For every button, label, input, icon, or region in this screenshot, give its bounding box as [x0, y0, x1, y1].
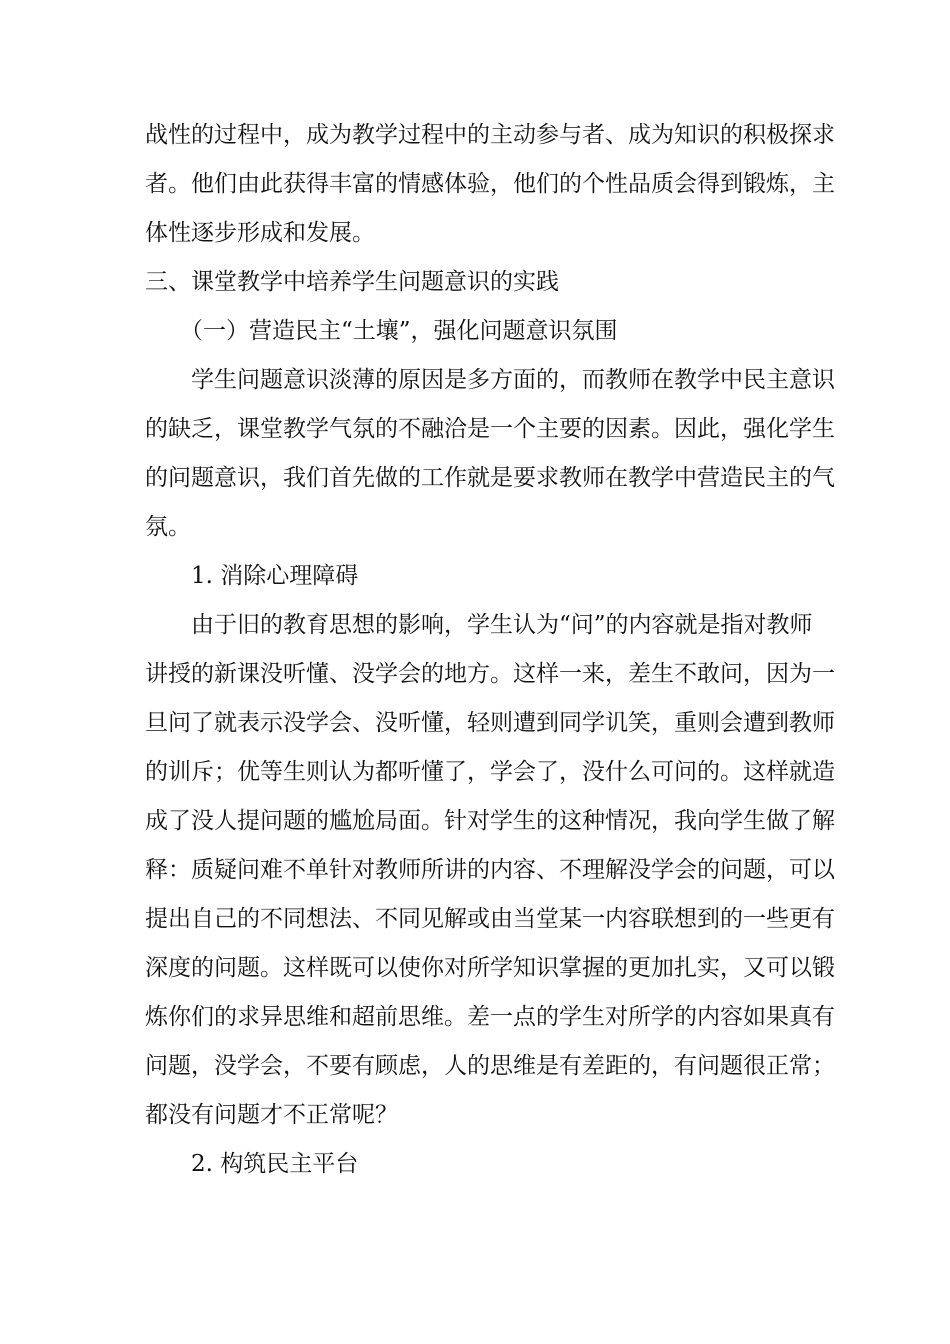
text-line: 成了没人提问题的尴尬局面。针对学生的这种情况，我向学生做了解: [145, 808, 835, 834]
text-line: 学生问题意识淡薄的原因是多方面的，而教师在教学中民主意识: [191, 367, 835, 393]
item-heading: 1. 消除心理障碍: [191, 563, 359, 589]
text-line: 讲授的新课没听懂、没学会的地方。这样一来，差生不敢问，因为一: [145, 661, 835, 687]
item-heading: 2. 构筑民主平台: [191, 1151, 359, 1177]
subsection-heading: （一）营造民主“土壤”，强化问题意识氛围: [180, 318, 618, 344]
text-line: 者。他们由此获得丰富的情感体验，他们的个性品质会得到锻炼，主: [145, 171, 835, 197]
text-line: 由于旧的教育思想的影响，学生认为“问”的内容就是指对教师: [191, 612, 813, 638]
text-line: 体性逐步形成和发展。: [145, 220, 375, 246]
text-line: 问题，没学会，不要有顾虑，人的思维是有差距的，有问题很正常；: [145, 1053, 835, 1079]
text-line: 深度的问题。这样既可以使你对所学知识掌握的更加扎实，又可以锻: [145, 955, 835, 981]
text-line: 释：质疑问难不单针对教师所讲的内容、不理解没学会的问题，可以: [145, 857, 835, 883]
text-line: 战性的过程中，成为教学过程中的主动参与者、成为知识的积极探求: [145, 122, 835, 148]
text-line: 旦问了就表示没学会、没听懂，轻则遭到同学讥笑，重则会遭到教师: [145, 710, 835, 736]
text-line: 的问题意识，我们首先做的工作就是要求教师在教学中营造民主的气: [145, 465, 835, 491]
text-line: 氛。: [145, 514, 191, 540]
document-page: [145, 111, 835, 1189]
section-heading: 三、课堂教学中培养学生问题意识的实践: [145, 269, 559, 295]
text-line: 的训斥；优等生则认为都听懂了，学会了，没什么可问的。这样就造: [145, 759, 835, 785]
text-line: 都没有问题才不正常呢？: [145, 1102, 398, 1128]
text-line: 炼你们的求异思维和超前思维。差一点的学生对所学的内容如果真有: [145, 1004, 835, 1030]
text-line: 提出自己的不同想法、不同见解或由当堂某一内容联想到的一些更有: [145, 906, 835, 932]
text-line: 的缺乏，课堂教学气氛的不融洽是一个主要的因素。因此，强化学生: [145, 416, 835, 442]
